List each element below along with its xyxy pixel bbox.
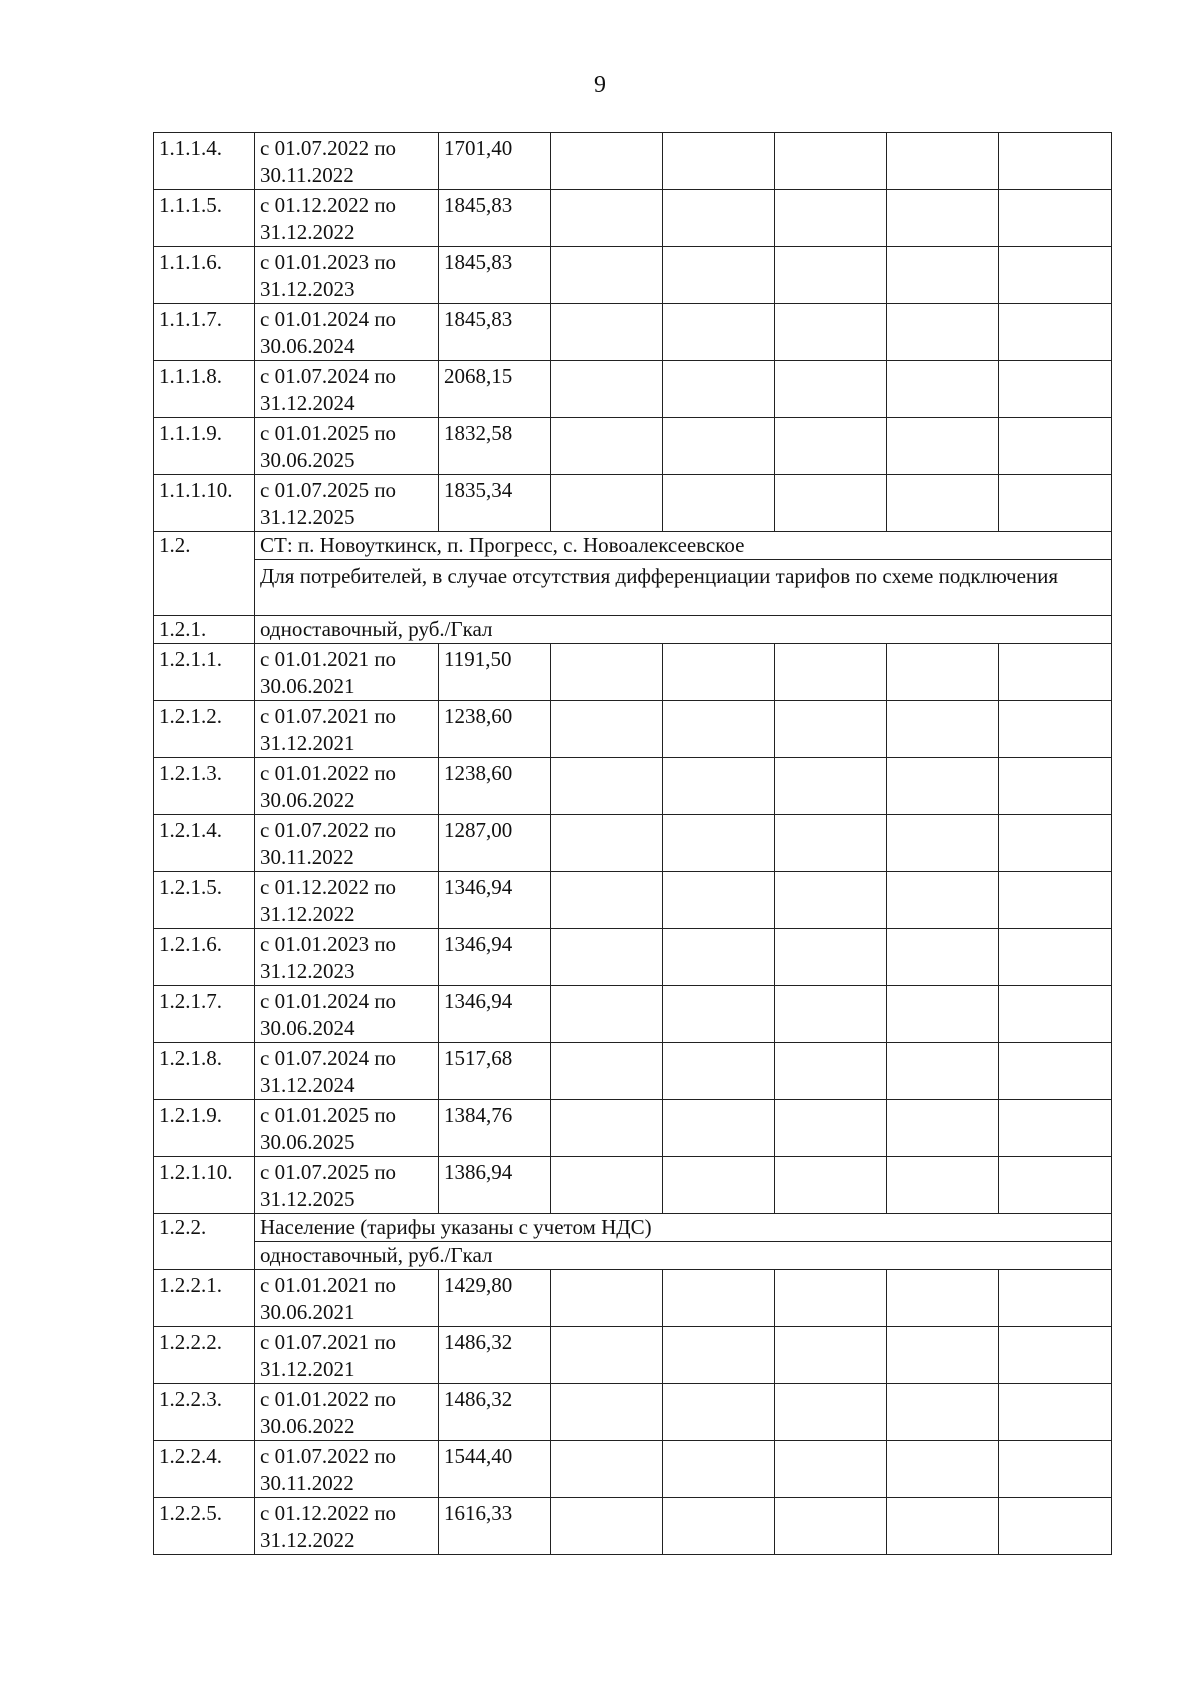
period-line: с 01.01.2024 по	[260, 989, 397, 1013]
empty-cell	[999, 1384, 1112, 1441]
period-line: 30.06.2024	[260, 334, 355, 358]
empty-cell	[663, 361, 775, 418]
page-number: 9	[594, 72, 606, 98]
tariff-value: 1486,32	[439, 1327, 551, 1384]
empty-cell	[775, 872, 887, 929]
period-line: 31.12.2025	[260, 1187, 355, 1211]
row-index: 1.2.2.1.	[154, 1270, 255, 1327]
empty-cell	[775, 929, 887, 986]
period-line: с 01.01.2023 по	[260, 250, 397, 274]
tariff-value: 2068,15	[439, 361, 551, 418]
tariff-value: 1845,83	[439, 304, 551, 361]
empty-cell	[999, 929, 1112, 986]
tariff-value: 1517,68	[439, 1043, 551, 1100]
empty-cell	[999, 1270, 1112, 1327]
period-cell	[255, 190, 439, 247]
row-index: 1.2.2.	[154, 1214, 255, 1270]
period-line: 31.12.2021	[260, 1357, 355, 1381]
table-row	[154, 1384, 1112, 1441]
empty-cell	[887, 361, 999, 418]
table-row	[154, 758, 1112, 815]
empty-cell	[887, 1498, 999, 1555]
empty-cell	[999, 304, 1112, 361]
period-line: с 01.01.2021 по	[260, 647, 397, 671]
empty-cell	[663, 475, 775, 532]
period-line: с 01.01.2022 по	[260, 1387, 397, 1411]
empty-cell	[663, 1100, 775, 1157]
empty-cell	[775, 758, 887, 815]
period-line: с 01.01.2021 по	[260, 1273, 397, 1297]
table-row	[154, 1441, 1112, 1498]
table-row	[154, 701, 1112, 758]
empty-cell	[775, 1043, 887, 1100]
empty-cell	[887, 929, 999, 986]
empty-cell	[551, 1100, 663, 1157]
tariff-value: 1191,50	[439, 644, 551, 701]
period-cell	[255, 758, 439, 815]
period-line: с 01.12.2022 по	[260, 875, 397, 899]
table-row	[154, 815, 1112, 872]
period-line: 31.12.2023	[260, 277, 355, 301]
empty-cell	[999, 815, 1112, 872]
period-cell	[255, 929, 439, 986]
period-line: с 01.07.2022 по	[260, 136, 397, 160]
empty-cell	[663, 418, 775, 475]
empty-cell	[999, 1441, 1112, 1498]
empty-cell	[551, 986, 663, 1043]
empty-cell	[551, 247, 663, 304]
tariff-table-body	[154, 133, 1112, 1555]
empty-cell	[887, 1157, 999, 1214]
empty-cell	[887, 475, 999, 532]
empty-cell	[663, 247, 775, 304]
empty-cell	[999, 1498, 1112, 1555]
row-index: 1.1.1.4.	[154, 133, 255, 190]
period-line: с 01.12.2022 по	[260, 193, 397, 217]
period-cell	[255, 1043, 439, 1100]
empty-cell	[551, 1270, 663, 1327]
empty-cell	[551, 361, 663, 418]
table-row	[154, 929, 1112, 986]
empty-cell	[887, 1384, 999, 1441]
empty-cell	[663, 133, 775, 190]
period-cell	[255, 986, 439, 1043]
empty-cell	[551, 475, 663, 532]
empty-cell	[663, 758, 775, 815]
empty-cell	[999, 758, 1112, 815]
period-line: с 01.07.2024 по	[260, 364, 397, 388]
empty-cell	[999, 986, 1112, 1043]
row-index: 1.2.1.3.	[154, 758, 255, 815]
row-index: 1.2.1.6.	[154, 929, 255, 986]
empty-cell	[775, 1384, 887, 1441]
empty-cell	[551, 1157, 663, 1214]
empty-cell	[663, 1270, 775, 1327]
empty-cell	[775, 1498, 887, 1555]
table-row	[154, 872, 1112, 929]
period-line: с 01.01.2025 по	[260, 421, 397, 445]
empty-cell	[663, 815, 775, 872]
period-line: с 01.01.2024 по	[260, 307, 397, 331]
row-index: 1.1.1.10.	[154, 475, 255, 532]
row-index: 1.2.1.1.	[154, 644, 255, 701]
empty-cell	[887, 701, 999, 758]
tariff-value: 1238,60	[439, 758, 551, 815]
empty-cell	[887, 304, 999, 361]
table-row	[154, 361, 1112, 418]
section-row	[154, 1214, 1112, 1242]
period-cell	[255, 644, 439, 701]
tariff-value: 1701,40	[439, 133, 551, 190]
empty-cell	[887, 133, 999, 190]
period-line: 30.11.2022	[260, 845, 354, 869]
tariff-value: 1486,32	[439, 1384, 551, 1441]
empty-cell	[663, 701, 775, 758]
empty-cell	[887, 1100, 999, 1157]
row-index: 1.1.1.5.	[154, 190, 255, 247]
empty-cell	[775, 1270, 887, 1327]
empty-cell	[775, 815, 887, 872]
section-row	[154, 560, 1112, 616]
tariff-value: 1845,83	[439, 190, 551, 247]
period-line: 30.11.2022	[260, 163, 354, 187]
period-line: 30.06.2021	[260, 1300, 355, 1324]
period-cell	[255, 1441, 439, 1498]
tariff-value: 1384,76	[439, 1100, 551, 1157]
period-line: 31.12.2021	[260, 731, 355, 755]
row-index: 1.2.2.2.	[154, 1327, 255, 1384]
subheader-row	[154, 616, 1112, 644]
period-line: с 01.07.2025 по	[260, 1160, 397, 1184]
period-line: с 01.07.2022 по	[260, 1444, 397, 1468]
period-line: 31.12.2022	[260, 1528, 355, 1552]
empty-cell	[551, 1384, 663, 1441]
row-index: 1.2.1.2.	[154, 701, 255, 758]
period-line: 31.12.2024	[260, 391, 355, 415]
period-line: с 01.01.2025 по	[260, 1103, 397, 1127]
period-cell	[255, 815, 439, 872]
empty-cell	[775, 1327, 887, 1384]
table-row	[154, 1100, 1112, 1157]
empty-cell	[663, 986, 775, 1043]
empty-cell	[775, 190, 887, 247]
table-row	[154, 1270, 1112, 1327]
period-cell	[255, 133, 439, 190]
empty-cell	[551, 190, 663, 247]
row-index: 1.2.2.4.	[154, 1441, 255, 1498]
empty-cell	[551, 872, 663, 929]
empty-cell	[775, 361, 887, 418]
period-line: 31.12.2022	[260, 220, 355, 244]
empty-cell	[887, 247, 999, 304]
subheader-text: одноставочный, руб./Гкал	[255, 616, 1112, 644]
table-row	[154, 247, 1112, 304]
empty-cell	[551, 815, 663, 872]
empty-cell	[775, 247, 887, 304]
period-line: с 01.07.2024 по	[260, 1046, 397, 1070]
period-line: с 01.07.2025 по	[260, 478, 397, 502]
tariff-value: 1835,34	[439, 475, 551, 532]
period-line: 31.12.2024	[260, 1073, 355, 1097]
section-row	[154, 1242, 1112, 1270]
period-line: 30.06.2022	[260, 788, 355, 812]
empty-cell	[887, 1270, 999, 1327]
table-row	[154, 1157, 1112, 1214]
empty-cell	[999, 644, 1112, 701]
period-line: с 01.12.2022 по	[260, 1501, 397, 1525]
period-line: 30.06.2022	[260, 1414, 355, 1438]
table-row	[154, 1498, 1112, 1555]
table-row	[154, 133, 1112, 190]
period-cell	[255, 872, 439, 929]
empty-cell	[999, 418, 1112, 475]
tariff-value: 1616,33	[439, 1498, 551, 1555]
empty-cell	[887, 190, 999, 247]
period-cell	[255, 304, 439, 361]
table-row	[154, 304, 1112, 361]
period-cell	[255, 1157, 439, 1214]
tariff-value: 1346,94	[439, 929, 551, 986]
empty-cell	[999, 361, 1112, 418]
tariff-value: 1429,80	[439, 1270, 551, 1327]
empty-cell	[551, 644, 663, 701]
period-cell	[255, 1384, 439, 1441]
empty-cell	[887, 815, 999, 872]
empty-cell	[551, 701, 663, 758]
empty-cell	[775, 133, 887, 190]
empty-cell	[551, 1327, 663, 1384]
empty-cell	[663, 1043, 775, 1100]
row-index: 1.2.1.5.	[154, 872, 255, 929]
empty-cell	[887, 644, 999, 701]
period-cell	[255, 1327, 439, 1384]
period-cell	[255, 418, 439, 475]
row-index: 1.2.	[154, 532, 255, 616]
row-index: 1.1.1.7.	[154, 304, 255, 361]
row-index: 1.2.2.5.	[154, 1498, 255, 1555]
empty-cell	[551, 1441, 663, 1498]
period-line: 30.11.2022	[260, 1471, 354, 1495]
empty-cell	[887, 758, 999, 815]
period-line: с 01.01.2023 по	[260, 932, 397, 956]
empty-cell	[775, 701, 887, 758]
empty-cell	[999, 872, 1112, 929]
row-index: 1.1.1.8.	[154, 361, 255, 418]
empty-cell	[551, 418, 663, 475]
period-line: 30.06.2025	[260, 448, 355, 472]
period-cell	[255, 361, 439, 418]
period-line: с 01.07.2022 по	[260, 818, 397, 842]
empty-cell	[887, 418, 999, 475]
empty-cell	[551, 758, 663, 815]
empty-cell	[775, 304, 887, 361]
empty-cell	[663, 929, 775, 986]
period-line: 31.12.2022	[260, 902, 355, 926]
empty-cell	[775, 644, 887, 701]
empty-cell	[663, 644, 775, 701]
empty-cell	[663, 872, 775, 929]
table-row	[154, 1327, 1112, 1384]
section-text: Для потребителей, в случае отсутствия дифференциации тарифов по схеме подключения	[255, 560, 1112, 616]
empty-cell	[999, 247, 1112, 304]
row-index: 1.1.1.6.	[154, 247, 255, 304]
period-line: 30.06.2021	[260, 674, 355, 698]
table-row	[154, 644, 1112, 701]
period-line: 31.12.2025	[260, 505, 355, 529]
empty-cell	[663, 1157, 775, 1214]
row-index: 1.2.1.4.	[154, 815, 255, 872]
tariff-value: 1845,83	[439, 247, 551, 304]
empty-cell	[775, 475, 887, 532]
empty-cell	[887, 1043, 999, 1100]
row-index: 1.2.1.9.	[154, 1100, 255, 1157]
row-index: 1.2.2.3.	[154, 1384, 255, 1441]
empty-cell	[663, 1384, 775, 1441]
empty-cell	[775, 418, 887, 475]
section-row	[154, 532, 1112, 560]
empty-cell	[999, 1327, 1112, 1384]
empty-cell	[551, 1498, 663, 1555]
row-index: 1.2.1.	[154, 616, 255, 644]
empty-cell	[775, 1441, 887, 1498]
tariff-value: 1238,60	[439, 701, 551, 758]
empty-cell	[999, 190, 1112, 247]
empty-cell	[775, 1157, 887, 1214]
table-row	[154, 1043, 1112, 1100]
empty-cell	[999, 133, 1112, 190]
empty-cell	[551, 1043, 663, 1100]
empty-cell	[999, 701, 1112, 758]
empty-cell	[999, 1043, 1112, 1100]
empty-cell	[999, 1100, 1112, 1157]
empty-cell	[551, 304, 663, 361]
empty-cell	[887, 872, 999, 929]
tariff-value: 1346,94	[439, 986, 551, 1043]
table-row	[154, 418, 1112, 475]
table-row	[154, 475, 1112, 532]
row-index: 1.2.1.8.	[154, 1043, 255, 1100]
empty-cell	[663, 1441, 775, 1498]
section-text: одноставочный, руб./Гкал	[255, 1242, 1112, 1270]
empty-cell	[663, 304, 775, 361]
tariff-value: 1832,58	[439, 418, 551, 475]
row-index: 1.1.1.9.	[154, 418, 255, 475]
tariff-value: 1287,00	[439, 815, 551, 872]
tariff-value: 1544,40	[439, 1441, 551, 1498]
period-line: 30.06.2024	[260, 1016, 355, 1040]
period-cell	[255, 1270, 439, 1327]
period-cell	[255, 475, 439, 532]
period-line: с 01.07.2021 по	[260, 704, 397, 728]
empty-cell	[663, 1327, 775, 1384]
period-line: с 01.07.2021 по	[260, 1330, 397, 1354]
empty-cell	[999, 1157, 1112, 1214]
empty-cell	[663, 190, 775, 247]
empty-cell	[551, 929, 663, 986]
empty-cell	[887, 986, 999, 1043]
empty-cell	[775, 1100, 887, 1157]
period-line: 31.12.2023	[260, 959, 355, 983]
period-cell	[255, 1100, 439, 1157]
period-cell	[255, 701, 439, 758]
empty-cell	[887, 1441, 999, 1498]
empty-cell	[775, 986, 887, 1043]
period-cell	[255, 1498, 439, 1555]
period-line: с 01.01.2022 по	[260, 761, 397, 785]
table-row	[154, 986, 1112, 1043]
empty-cell	[887, 1327, 999, 1384]
empty-cell	[999, 475, 1112, 532]
row-index: 1.2.1.10.	[154, 1157, 255, 1214]
empty-cell	[663, 1498, 775, 1555]
table-row	[154, 190, 1112, 247]
period-line: 30.06.2025	[260, 1130, 355, 1154]
section-text: Население (тарифы указаны с учетом НДС)	[255, 1214, 1112, 1242]
tariff-value: 1386,94	[439, 1157, 551, 1214]
empty-cell	[551, 133, 663, 190]
tariff-table	[153, 132, 1112, 1555]
row-index: 1.2.1.7.	[154, 986, 255, 1043]
section-text: СТ: п. Новоуткинск, п. Прогресс, с. Новоалексеевское	[255, 532, 1112, 560]
tariff-value: 1346,94	[439, 872, 551, 929]
period-cell	[255, 247, 439, 304]
